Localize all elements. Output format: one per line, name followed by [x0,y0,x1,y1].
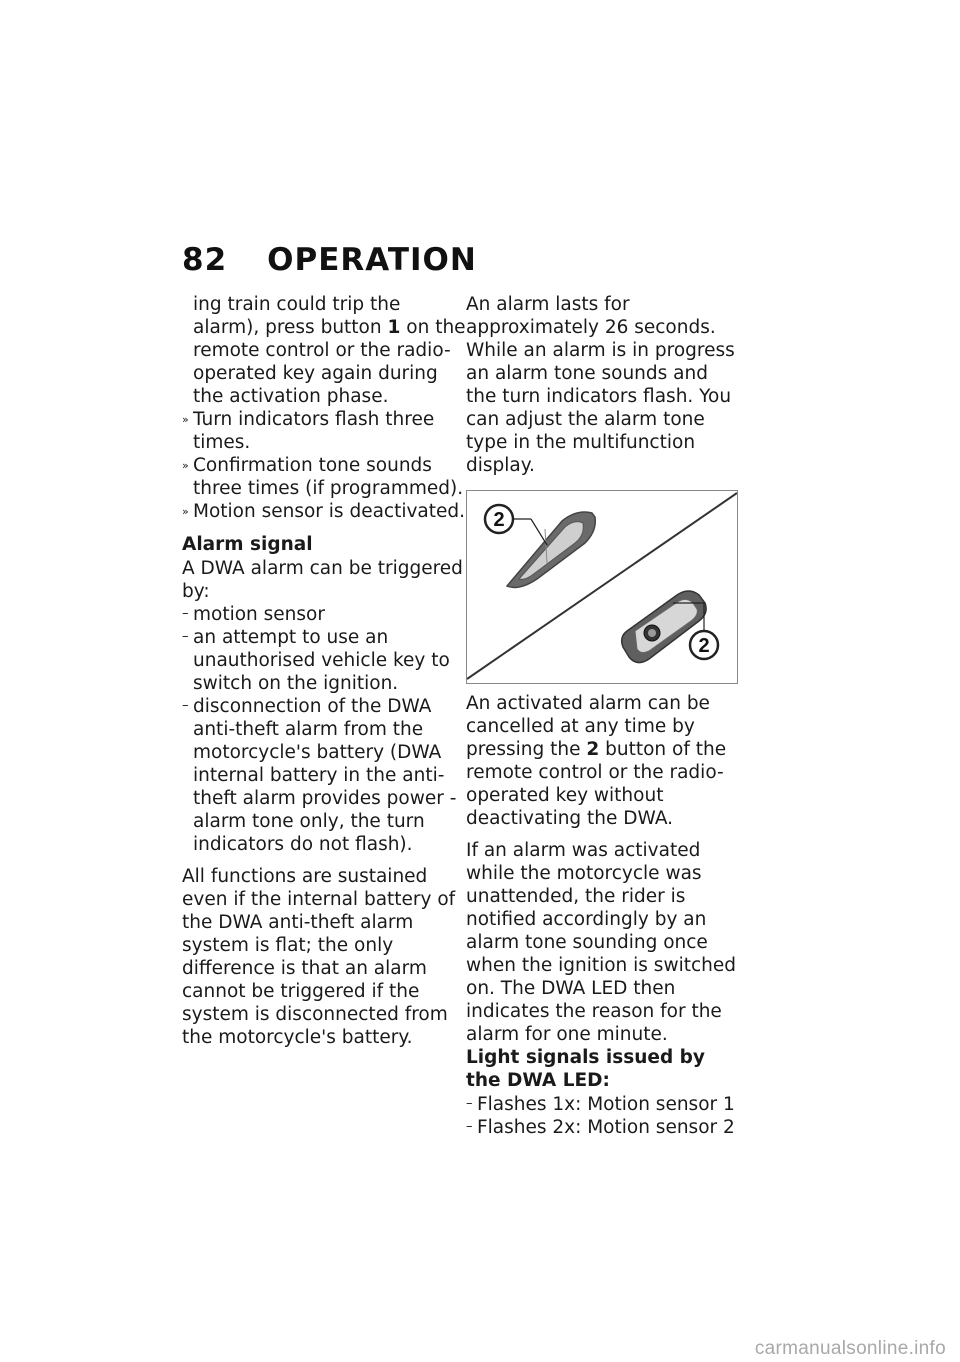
top-callout [485,505,547,545]
watermark: carmanualsonline.info [754,1338,946,1359]
dash-marker-icon: – [182,698,189,713]
svg-text:2: 2 [493,509,505,531]
cancel-alarm-paragraph: An activated alarm can be cancelled at any time by pressing the 2 button of the remote control or the radio-operated key without deactivating the DWA. [466,693,727,829]
result-list [182,408,472,523]
key-illustration-svg [467,491,737,683]
alarm-intro: A DWA alarm can be triggered by: [182,558,463,602]
result-marker-icon: » [182,459,189,472]
result-item: » Motion sensor is deactivated. [182,501,466,522]
result-marker-icon: » [182,413,189,426]
page-number: 82 [182,242,228,278]
alarm-duration-paragraph: An alarm lasts for approximately 26 seconds. While an alarm is in progress an alarm tone sounds and the turn indicators flash. You can adjust the alarm tone type in the multifunction display. [466,294,735,476]
led-signals-heading: Light signals issued by the DWA LED: [466,1047,705,1091]
key-illustration [466,490,738,684]
result-item: » Turn indicators flash three times. [182,409,435,453]
section-title: OPERATION [267,242,477,278]
result-item: » Confirmation tone sounds three times (if programmed). [182,455,464,499]
dash-marker-icon: – [182,606,189,621]
left-column [182,293,472,1049]
dash-marker-icon: – [466,1119,473,1134]
dash-marker-icon: – [182,629,189,644]
svg-text:2: 2 [698,635,710,657]
trigger-item: – disconnection of the DWA anti-theft alarm from the motorcycle's battery (DWA internal battery in the anti-theft alarm provides power - alarm tone only, the turn indicators do not flash). [182,696,457,855]
alarm-signal-heading: Alarm signal [182,534,313,555]
led-signal-list [466,1093,738,1139]
sustained-paragraph: All functions are sustained even if the internal battery of the DWA anti-theft alarm system is flat; the only difference is that an alarm cannot be triggered if the system is disconnected from the motorcycle's battery. [182,866,456,1048]
continued-instruction: ing train could trip the alarm), press button 1 on the remote control or the radio-operated key again during the activation phase. [193,294,466,407]
led-signal-item: – Flashes 1x: Motion sensor 1 [466,1094,735,1115]
page-header [182,242,477,278]
unattended-paragraph: If an alarm was activated while the motorcycle was unattended, the rider is notified accordingly by an alarm tone sounding once when the ignition is switched on. The DWA LED then indicates the reason for the alarm for one minute. [466,840,736,1045]
trigger-list [182,603,472,856]
trigger-item: – an attempt to use an unauthorised vehicle key to switch on the ignition. [182,627,450,694]
trigger-item: – motion sensor [182,604,325,625]
right-column [466,293,738,1139]
result-marker-icon: » [182,505,189,518]
led-signal-item: – Flashes 2x: Motion sensor 2 [466,1117,735,1138]
dash-marker-icon: – [466,1096,473,1111]
